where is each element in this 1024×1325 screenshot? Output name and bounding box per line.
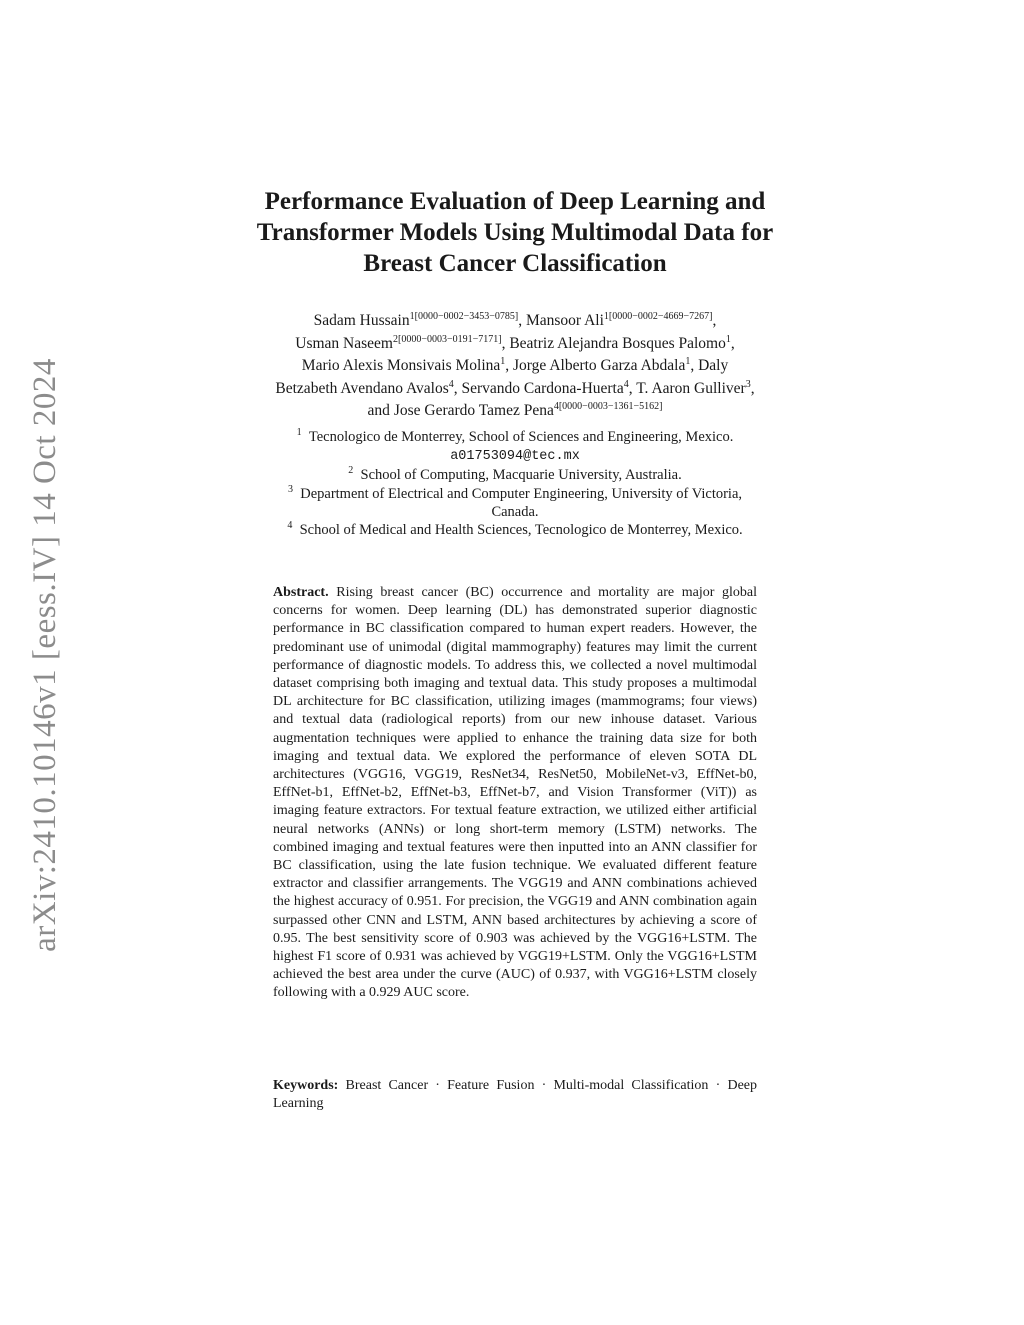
author-list <box>195 310 835 423</box>
author-line-2: Usman Naseem$^{2[0000-0003-0191-7171]}$, Beatriz Alejandra Bosques Palomo$^1$, <box>295 333 735 352</box>
conjunction: and <box>367 402 390 419</box>
author-name: Jorge Alberto Garza Abdala <box>513 357 686 374</box>
affiliation-3 <box>215 485 815 503</box>
affiliation-text: Canada. <box>491 503 539 520</box>
affiliation-number: 2 <box>348 465 354 477</box>
author-line-5 <box>195 400 835 423</box>
author-name: Beatriz Alejandra Bosques Palomo <box>509 334 726 352</box>
keywords-label: Keywords: <box>273 1078 339 1093</box>
author-name: Servando Cardona-Huerta <box>461 379 624 397</box>
author-affil-mark: 1 <box>409 311 415 322</box>
affiliation-email-line <box>215 446 815 466</box>
affiliation-number: 3 <box>287 483 293 495</box>
author-affil-mark: 4 <box>553 401 559 412</box>
author-affil-mark: 4 <box>623 378 629 390</box>
affiliation-4 <box>215 521 815 539</box>
author-name: T. Aaron Gulliver <box>636 379 746 397</box>
author-name: Betzabeth Avendano Avalos <box>275 379 449 397</box>
orcid-id: [0000−0002−3453−0785] <box>414 311 519 322</box>
orcid-id: [0000−0002−4669−7267] <box>608 311 713 322</box>
arxiv-identifier-stamp <box>20 355 70 955</box>
author-affil-mark: 2 <box>392 333 398 345</box>
author-name: Daly <box>698 357 729 374</box>
author-line-4: Betzabeth Avendano Avalos$^4$, Servando Cardona-Huerta$^4$, T. Aaron Gulliver$^3$, <box>275 378 755 397</box>
affiliation-text: Tecnologico de Monterrey, School of Sciences and Engineering, Mexico. <box>308 429 734 445</box>
paper-title <box>200 186 830 279</box>
email-address: a01753094@tec.mx <box>450 449 580 465</box>
author-line-3: Mario Alexis Monsivais Molina$^1$, Jorge Alberto Garza Abdala$^1$, Daly <box>301 356 729 374</box>
affiliation-1 <box>215 428 815 446</box>
keywords-text: Breast Cancer · Feature Fusion · Multi-modal Classification · Deep Learning <box>273 1078 757 1112</box>
affiliation-text: School of Medical and Health Sciences, Tecnologico de Monterrey, Mexico. <box>299 522 743 539</box>
author-name: Mansoor Ali <box>525 312 604 329</box>
author-affil-mark: 4 <box>448 378 454 390</box>
author-affil-mark: 1 <box>725 333 731 345</box>
affiliation-number: 1 <box>296 427 302 438</box>
affiliation-3-continued <box>215 503 815 521</box>
affiliation-number: 4 <box>287 520 293 532</box>
arxiv-id-text: arXiv:2410.10146v1 [eess.IV] 14 Oct 2024 <box>27 358 63 952</box>
abstract-label: Abstract. <box>273 585 329 600</box>
orcid-id: [0000−0003−0191−7171] <box>397 333 502 345</box>
author-affil-mark: 3 <box>745 378 751 390</box>
author-name: Usman Naseem <box>295 334 393 352</box>
abstract-text: Rising breast cancer (BC) occurrence and mortality are major global concerns for women. Deep learning (DL) has demonstrated superior diagnostic performance in BC classification compared to human expert readers. However, the predominant use of unimodal (digital mammography) features may limit the current performance of diagnostic models. To address this, we collected a novel multimodal dataset comprising both imaging and textual data. This study proposes a multimodal DL architecture for BC classification, utilizing images (mammograms; four views) and textual data (radiological reports) from our new inhouse dataset. Various augmentation techniques were applied to enhance the training data size for both imaging and textual data. We explored the performance of eleven SOTA DL architectures (VGG16, VGG19, ResNet34, ResNet50, MobileNet-v3, EffNet-b0, EffNet-b1, EffNet-b2, EffNet-b3, EffNet-b7, and Vision Transformer (ViT)) as imaging feature extractors. For textual feature extraction, we utilized either artificial neural networks (ANNs) or long short-term memory (LSTM) networks. The combined imaging and textual features were then inputted into an ANN classifier for BC classification, using the late fusion technique. We evaluated different feature extractor and classifier arrangements. The VGG19 and ANN combinations achieved the highest accuracy of 0.951. For precision, the VGG19 and ANN combination again surpassed other CNN and LSTM, ANN based architectures by achieving a score of 0.95. The best sensitivity score of 0.903 was achieved by the VGG16+LSTM. The highest F1 score of 0.931 was achieved by VGG19+LSTM. Only the VGG16+LSTM achieved the best area under the curve (AUC) of 0.937, with VGG16+LSTM closely following with a 0.929 AUC score. <box>273 585 757 1001</box>
author-line-1: Sadam Hussain$^{1[0000-0002-3453-0785]}$, Mansoor Ali$^{1[0000-0002-4669-7267]}$, <box>313 311 717 329</box>
author-name: Jose Gerardo Tamez Pena <box>393 402 554 419</box>
orcid-id: [0000−0003−1361−5162] <box>558 401 663 412</box>
title-line-2: Transformer Models Using Multimodal Data for <box>256 219 774 246</box>
affiliation-text: School of Computing, Macquarie University, Australia. <box>360 467 682 484</box>
title-line-3: Breast Cancer Classification <box>363 250 667 277</box>
keywords-section <box>273 1077 757 1113</box>
affiliation-text: Department of Electrical and Computer Engineering, University of Victoria, <box>300 485 743 502</box>
author-name: Sadam Hussain <box>313 312 410 329</box>
author-affil-mark: 1 <box>685 356 691 367</box>
author-affil-mark: 1 <box>500 356 506 367</box>
title-line-1: Performance Evaluation of Deep Learning and <box>264 188 766 215</box>
author-affil-mark: 1 <box>603 311 609 322</box>
abstract-section <box>273 584 757 1003</box>
affiliation-list <box>215 428 815 539</box>
author-name: Mario Alexis Monsivais Molina <box>301 357 501 374</box>
affiliation-2 <box>215 466 815 484</box>
